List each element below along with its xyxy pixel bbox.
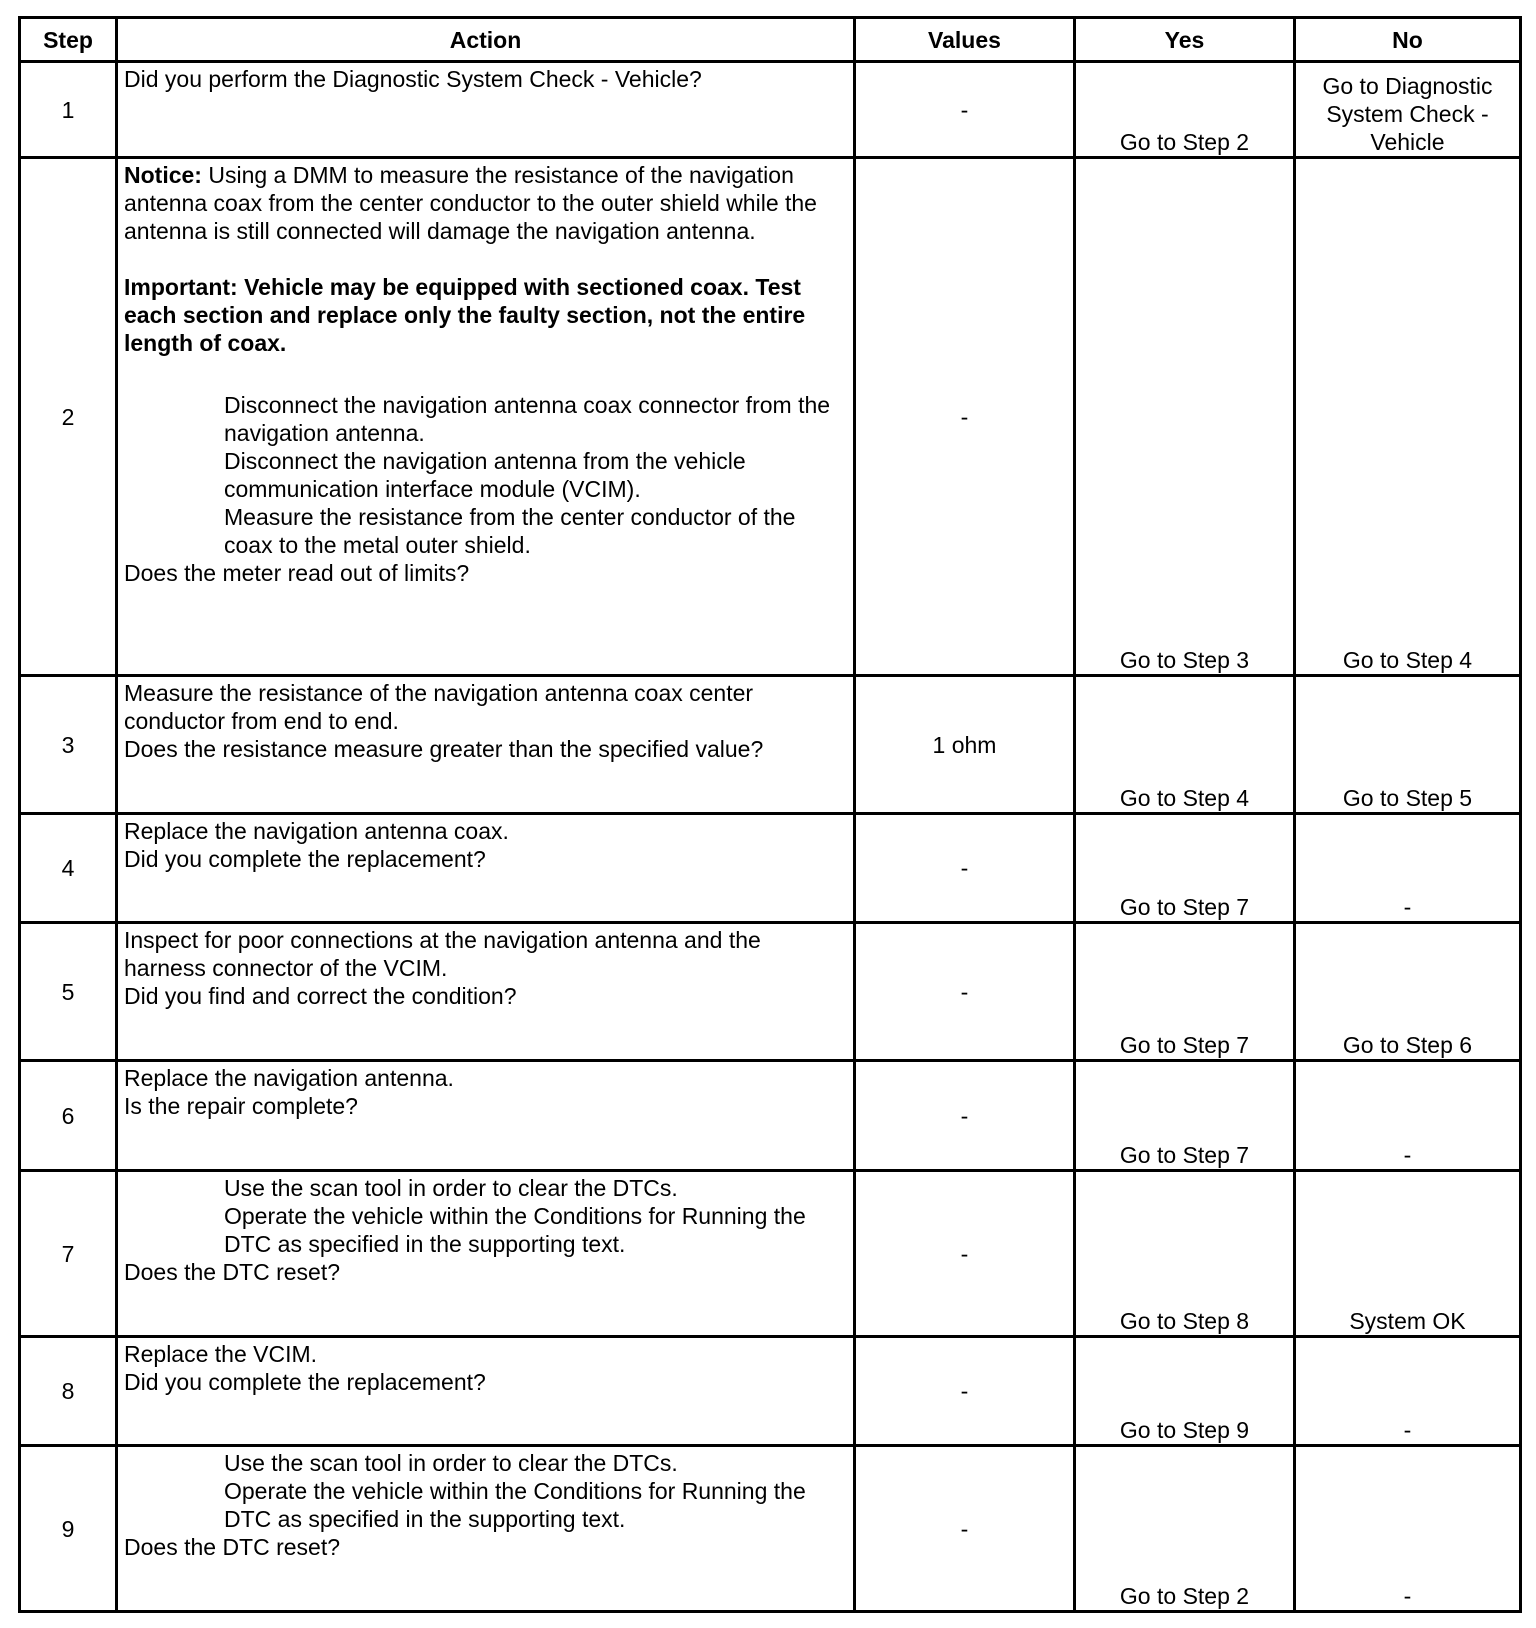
- table-row-step-9: [20, 1446, 1521, 1612]
- header-step: Step: [20, 18, 117, 62]
- header-yes: Yes: [1075, 18, 1295, 62]
- action-text: Did you perform the Diagnostic System Check - Vehicle?: [124, 66, 702, 92]
- step-number: 3: [20, 676, 117, 814]
- values-cell: -: [855, 923, 1075, 1061]
- table-row-step-7: [20, 1171, 1521, 1337]
- action-cell: [117, 62, 855, 158]
- step-number: 6: [20, 1061, 117, 1171]
- yes-cell: Go to Step 7: [1075, 1061, 1295, 1171]
- action-cell: [117, 158, 855, 676]
- values-cell: -: [855, 1171, 1075, 1337]
- header-values: Values: [855, 18, 1075, 62]
- no-cell: Go to Step 5: [1295, 676, 1521, 814]
- sub-step: Operate the vehicle within the Conditions for Running the DTC as specified in the supporting text.: [224, 1203, 806, 1257]
- step-number: 1: [20, 62, 117, 158]
- action-text: Replace the navigation antenna.: [124, 1065, 454, 1091]
- sub-step: Disconnect the navigation antenna from the vehicle communication interface module (VCIM).: [224, 448, 746, 502]
- notice-text: Using a DMM to measure the resistance of the navigation antenna coax from the center conductor to the outer shield while the antenna is still connected will damage the navigation antenna.: [124, 162, 817, 244]
- action-text: Replace the VCIM.: [124, 1341, 318, 1367]
- yes-cell: Go to Step 3: [1075, 158, 1295, 676]
- values-cell: -: [855, 62, 1075, 158]
- yes-cell: Go to Step 9: [1075, 1337, 1295, 1446]
- sub-step: Operate the vehicle within the Conditions for Running the DTC as specified in the supporting text.: [224, 1478, 806, 1532]
- no-cell: Go to Step 6: [1295, 923, 1521, 1061]
- action-question: Did you complete the replacement?: [124, 1369, 486, 1395]
- action-question: Does the resistance measure greater than the specified value?: [124, 736, 764, 762]
- diagnostic-table: [18, 16, 1522, 1613]
- action-question: Did you find and correct the condition?: [124, 983, 517, 1009]
- yes-cell: Go to Step 8: [1075, 1171, 1295, 1337]
- action-question: Did you complete the replacement?: [124, 846, 486, 872]
- step-number: 4: [20, 814, 117, 923]
- action-cell: [117, 676, 855, 814]
- header-row: [20, 18, 1521, 62]
- action-question: Is the repair complete?: [124, 1093, 358, 1119]
- no-cell: -: [1295, 1446, 1521, 1612]
- table-row-step-2: [20, 158, 1521, 676]
- step-number: 5: [20, 923, 117, 1061]
- yes-cell: Go to Step 7: [1075, 923, 1295, 1061]
- step-number: 8: [20, 1337, 117, 1446]
- yes-cell: Go to Step 7: [1075, 814, 1295, 923]
- sub-step: Measure the resistance from the center conductor of the coax to the metal outer shield.: [224, 504, 796, 558]
- yes-cell: Go to Step 4: [1075, 676, 1295, 814]
- action-cell: [117, 923, 855, 1061]
- step-number: 7: [20, 1171, 117, 1337]
- sub-step: Use the scan tool in order to clear the DTCs.: [224, 1175, 678, 1201]
- table-row-step-6: [20, 1061, 1521, 1171]
- values-cell: -: [855, 814, 1075, 923]
- action-text: Inspect for poor connections at the navigation antenna and the harness connector of the VCIM.: [124, 927, 761, 981]
- action-question: Does the DTC reset?: [124, 1534, 341, 1560]
- table-row-step-4: [20, 814, 1521, 923]
- notice-paragraph: [124, 161, 847, 245]
- step-number: 2: [20, 158, 117, 676]
- table-row-step-1: [20, 62, 1521, 158]
- no-cell: Go to Step 4: [1295, 158, 1521, 676]
- action-text: Measure the resistance of the navigation antenna coax center conductor from end to end.: [124, 680, 754, 734]
- no-cell: -: [1295, 814, 1521, 923]
- important-paragraph: Important: Vehicle may be equipped with sectioned coax. Test each section and replace only the faulty section, not the entire length of coax.: [124, 274, 806, 356]
- no-cell: -: [1295, 1061, 1521, 1171]
- action-cell: [117, 1061, 855, 1171]
- values-cell: 1 ohm: [855, 676, 1075, 814]
- header-no: No: [1295, 18, 1521, 62]
- action-text: Replace the navigation antenna coax.: [124, 818, 509, 844]
- step-number: 9: [20, 1446, 117, 1612]
- sub-step: Use the scan tool in order to clear the DTCs.: [224, 1450, 678, 1476]
- table-row-step-8: [20, 1337, 1521, 1446]
- yes-cell: Go to Step 2: [1075, 1446, 1295, 1612]
- values-cell: -: [855, 1446, 1075, 1612]
- action-cell: [117, 814, 855, 923]
- no-cell: System OK: [1295, 1171, 1521, 1337]
- no-cell: -: [1295, 1337, 1521, 1446]
- values-cell: -: [855, 1337, 1075, 1446]
- no-cell: [1295, 62, 1521, 158]
- yes-cell: Go to Step 2: [1075, 62, 1295, 158]
- no-text: Go to Diagnostic System Check - Vehicle: [1322, 73, 1493, 155]
- values-cell: -: [855, 158, 1075, 676]
- action-cell: [117, 1171, 855, 1337]
- action-question: Does the meter read out of limits?: [124, 560, 470, 586]
- sub-step: Disconnect the navigation antenna coax connector from the navigation antenna.: [224, 392, 831, 446]
- action-cell: [117, 1337, 855, 1446]
- table-row-step-3: [20, 676, 1521, 814]
- header-action: Action: [117, 18, 855, 62]
- values-cell: -: [855, 1061, 1075, 1171]
- action-question: Does the DTC reset?: [124, 1259, 341, 1285]
- table-row-step-5: [20, 923, 1521, 1061]
- notice-label: Notice:: [124, 162, 202, 188]
- action-cell: [117, 1446, 855, 1612]
